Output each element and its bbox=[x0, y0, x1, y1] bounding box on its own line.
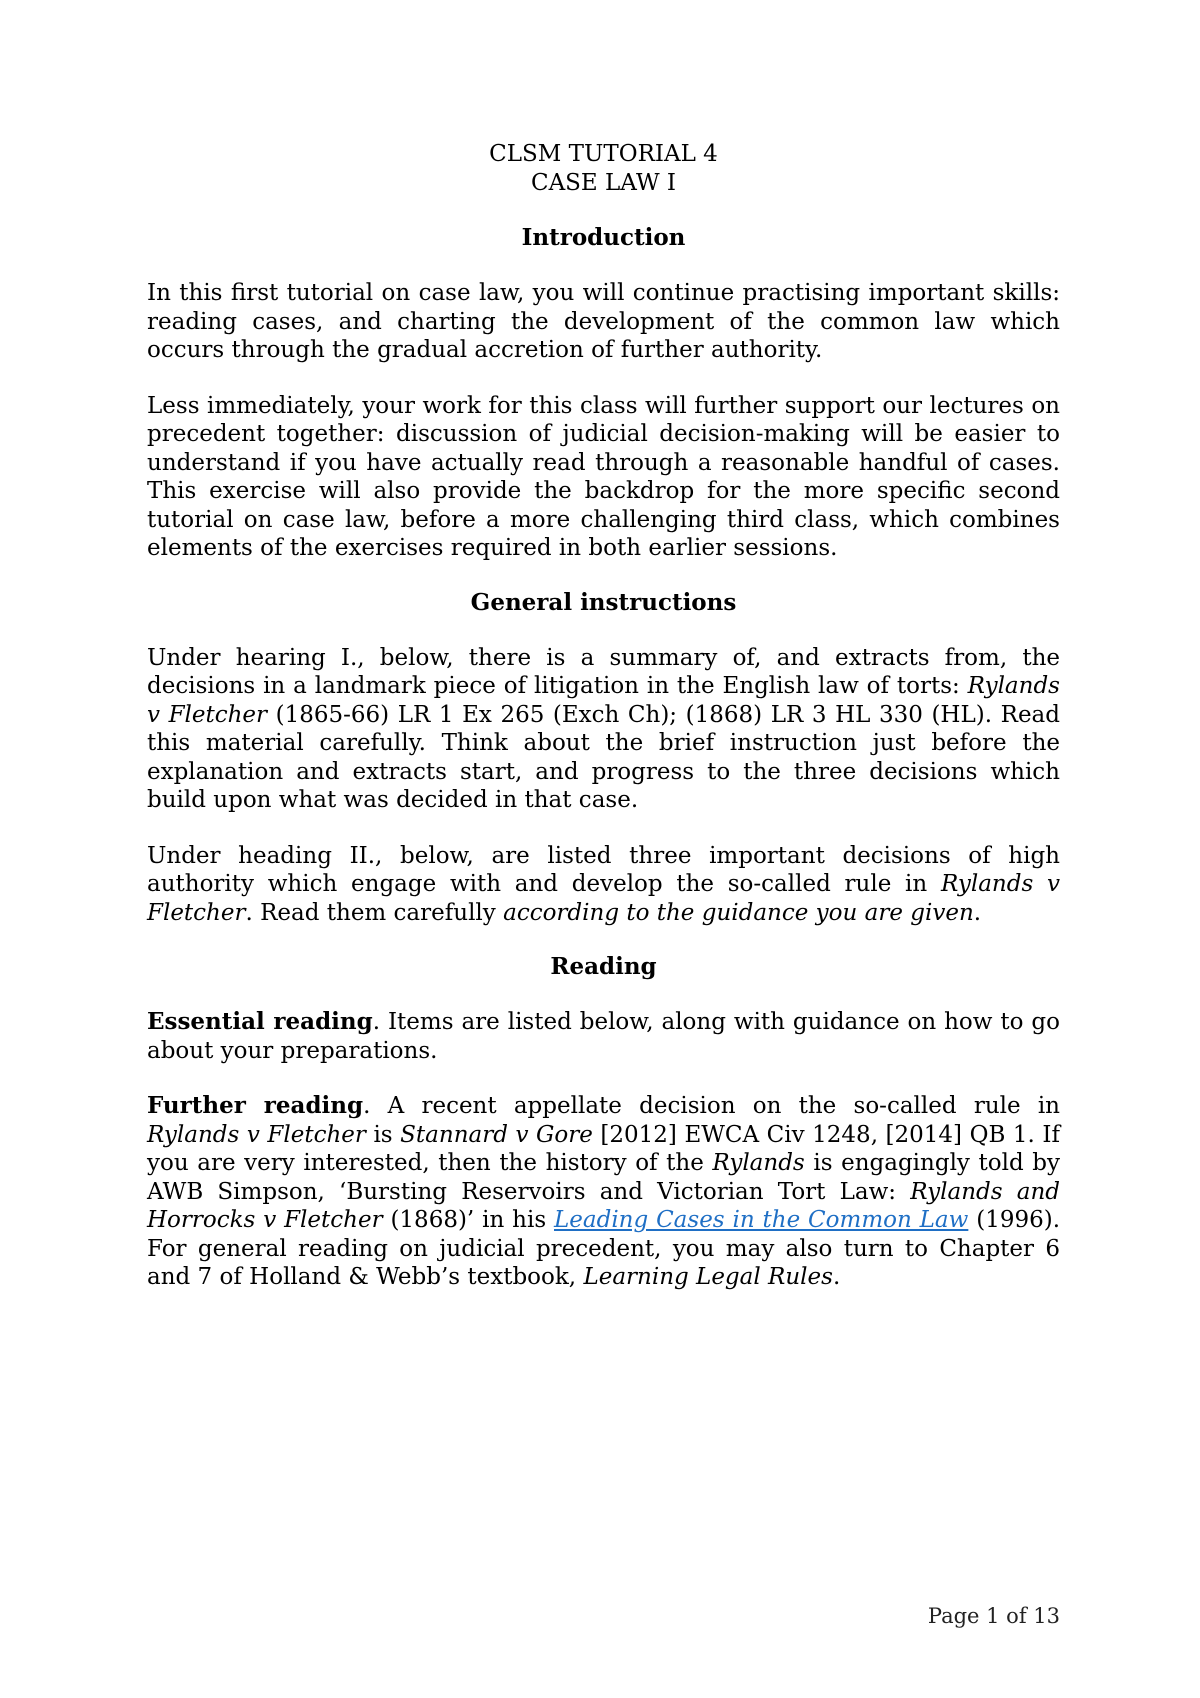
document-title-line-2: CASE LAW I bbox=[530, 170, 677, 196]
further-reading-label: Further reading bbox=[147, 1092, 364, 1119]
document-page bbox=[147, 140, 1060, 1292]
general-p1-text-a: Under hearing I., below, there is a summary of, and extracts from, the decisions in a landmark piece of litigation in the English law of torts: bbox=[147, 644, 1060, 699]
intro-paragraph-1: In this first tutorial on case law, you will continue practising important skills: reading cases, and charting the development of the common law which occurs through the gradual accretion of further authority. bbox=[147, 280, 1060, 363]
intro-paragraph-2: Less immediately, your work for this class will further support our lectures on precedent together: discussion of judicial decision-making will be easier to understand if you have actually read through a reasonable handful of cases. This exercise will also provide the backdrop for the more specific second tutorial on case law, before a more challenging third class, which combines elements of the exercises required in both earlier sessions. bbox=[147, 392, 1060, 561]
essential-reading-label: Essential reading bbox=[147, 1008, 373, 1035]
essential-reading-text: . Items are listed below, along with guidance on how to go about your preparations. bbox=[147, 1009, 1060, 1064]
guidance-emphasis: according to the guidance you are given bbox=[503, 899, 974, 926]
further-text-d: is engagingly told by AWB Simpson, ‘Bursting Reservoirs and Victorian Tort Law: bbox=[147, 1150, 1060, 1205]
general-p2-text-b: . Read them carefully bbox=[245, 899, 504, 926]
general-p1-text-b: (1865-66) LR 1 Ex 265 (Exch Ch); (1868) LR 3 HL 330 (HL). Read this material carefully. Think about the brief instruction just before the explanation and extracts start, and progress to the three decisions which build upon what was decided in that case. bbox=[147, 701, 1060, 813]
general-paragraph-1 bbox=[147, 644, 1060, 815]
leading-cases-link[interactable]: Leading Cases in the Common Law bbox=[554, 1207, 969, 1233]
page-number: Page 1 of 13 bbox=[927, 1604, 1060, 1628]
case-name-rylands: Rylands v Fletcher bbox=[147, 1121, 366, 1148]
general-p2-text-c: . bbox=[973, 899, 982, 926]
general-paragraph-2 bbox=[147, 842, 1060, 928]
case-name-rylands: Rylands v Fletcher bbox=[147, 871, 1060, 926]
heading-general-instructions: General instructions bbox=[470, 588, 737, 616]
case-name-rylands: Rylands v Fletcher bbox=[147, 673, 1060, 728]
further-text-e: (1868)’ in his bbox=[382, 1207, 554, 1233]
further-text-a: . A recent appellate decision on the so-called rule in bbox=[363, 1093, 1060, 1119]
essential-reading-paragraph bbox=[147, 1008, 1060, 1065]
further-text-b: is bbox=[365, 1121, 401, 1148]
case-name-rylands-horrocks: Rylands and Horrocks v Fletcher bbox=[147, 1178, 1060, 1233]
further-text-f: (1996). For general reading on judicial precedent, you may also turn to Chapter 6 and 7 of Holland & Webb’s textbook, bbox=[147, 1207, 1061, 1290]
case-name-stannard: Stannard v Gore bbox=[400, 1121, 593, 1148]
further-text-g: . bbox=[832, 1264, 841, 1290]
book-title-learning-legal-rules: Learning Legal Rules bbox=[583, 1264, 833, 1290]
heading-reading: Reading bbox=[550, 953, 657, 980]
document-title-line-1: CLSM TUTORIAL 4 bbox=[489, 141, 718, 167]
case-name-rylands-short: Rylands bbox=[712, 1150, 805, 1176]
further-reading-paragraph bbox=[147, 1092, 1060, 1292]
general-p2-text-a: Under heading II., below, are listed three important decisions of high authority which engage with and develop the so-called rule in bbox=[147, 842, 1060, 897]
further-text-c: [2012] EWCA Civ 1248, [2014] QB 1. If you are very interested, then the history of the bbox=[147, 1121, 1060, 1176]
heading-introduction: Introduction bbox=[521, 224, 686, 251]
